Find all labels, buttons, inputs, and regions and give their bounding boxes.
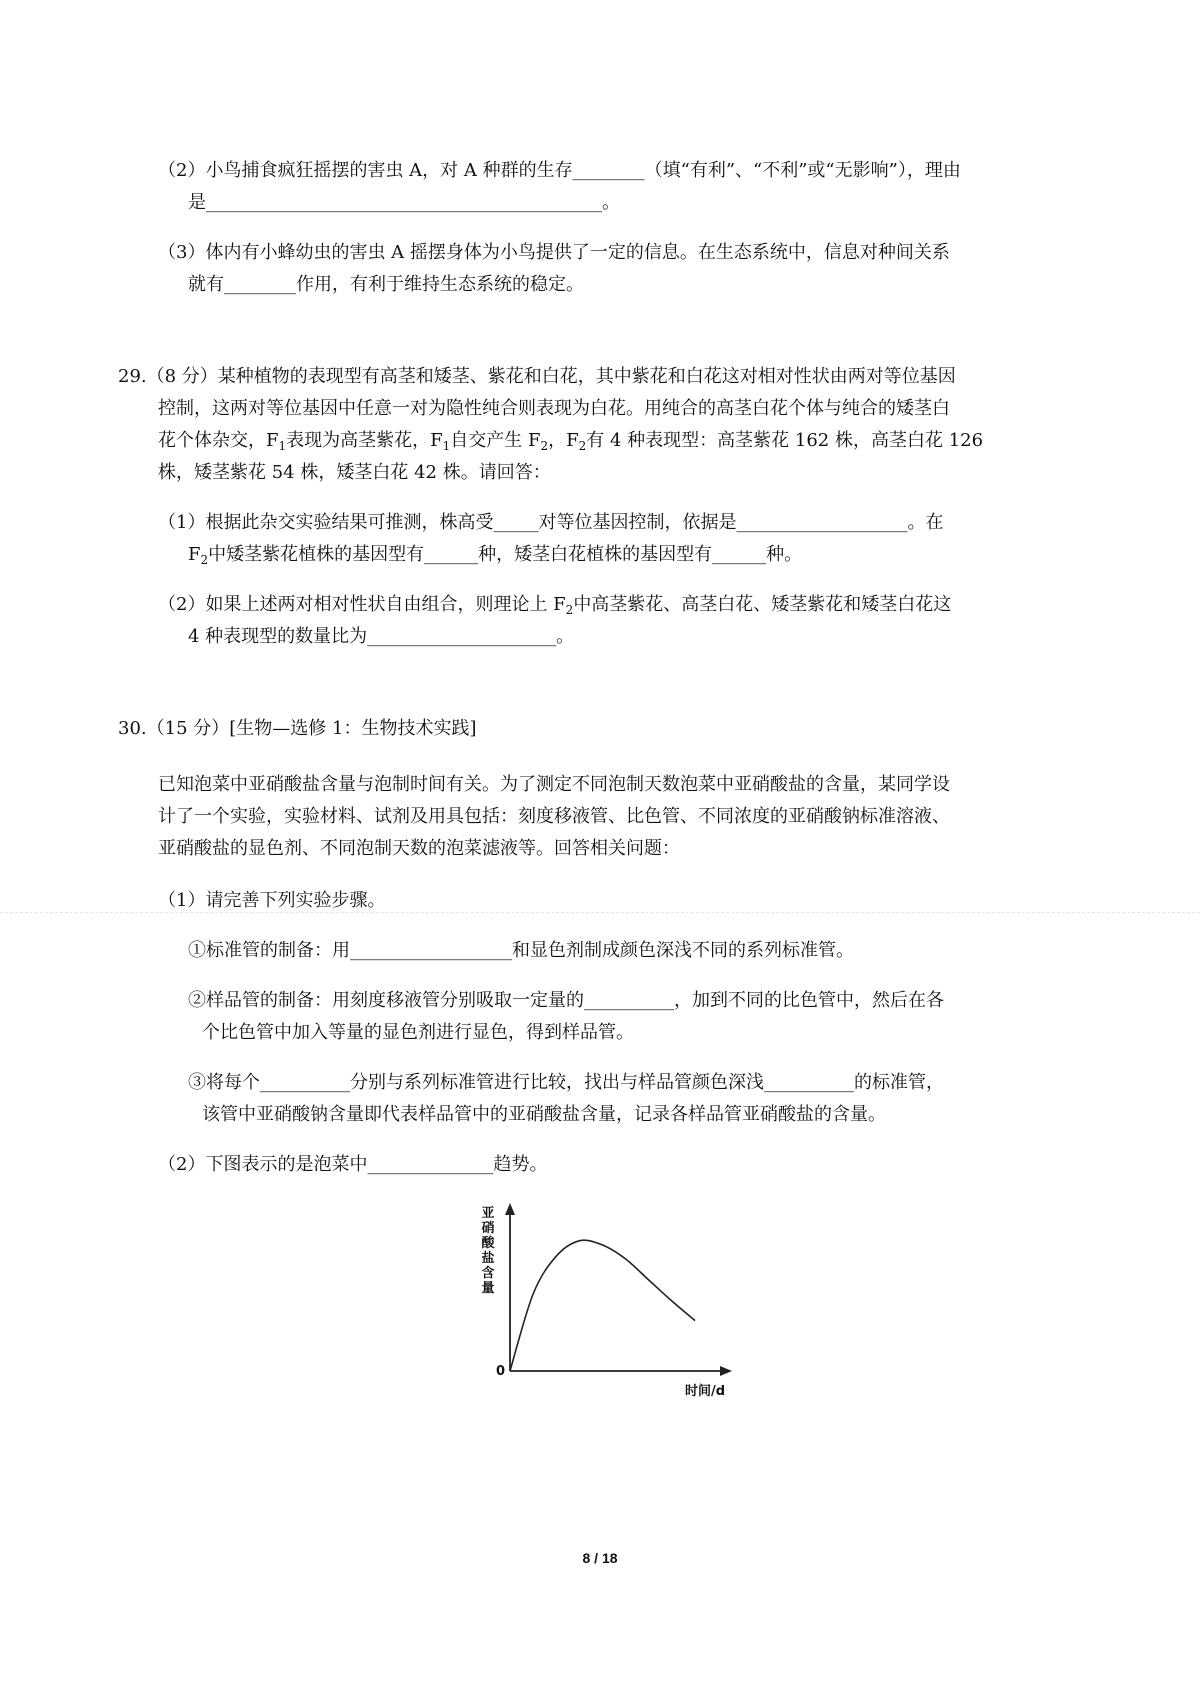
q28-part2-cont <box>188 187 620 219</box>
q29-part2-line1-a: （2）如果上述两对相对性状自由组合，则理论上 F <box>158 594 566 615</box>
nitrite-trend-curve <box>510 1240 695 1371</box>
q28-part3-cont <box>188 269 584 301</box>
q29-part1-cont <box>188 539 802 576</box>
q30-intro-line1-text: 已知泡菜中亚硝酸盐含量与泡制时间有关。为了测定不同泡制天数泡菜中亚硝酸盐的含量，某同学设 <box>158 774 950 795</box>
q30-header <box>118 713 476 745</box>
q30-part2-text: （2）下图表示的是泡菜中______________趋势。 <box>158 1154 548 1175</box>
q29-line3-a: 花个体杂交，F <box>158 430 279 451</box>
q30-intro-line1 <box>158 769 950 801</box>
page-number: 8 / 18 <box>582 1550 618 1566</box>
f2-subscript: 2 <box>565 603 574 617</box>
q28-part2-line2: 是____________________________________________。 <box>188 192 620 213</box>
x-axis-arrow <box>720 1366 732 1376</box>
q29-part1-line2-a: F <box>188 544 201 565</box>
nitrite-content-chart <box>470 1195 770 1415</box>
chart-axes <box>505 1203 732 1376</box>
q30-step3-cont <box>202 1099 886 1131</box>
q30-step3 <box>188 1067 944 1099</box>
q30-step3-line2: 该管中亚硝酸钠含量即代表样品管中的亚硝酸盐含量，记录各样品管亚硝酸盐的含量。 <box>202 1104 886 1125</box>
f1-subscript: 1 <box>278 439 287 453</box>
y-axis-label <box>480 1206 495 1296</box>
q28-part3-line1: （3）体内有小蜂幼虫的害虫 A 摇摆身体为小鸟提供了一定的信息。在生态系统中，信息对种间关系 <box>158 242 950 263</box>
q30-part1 <box>158 885 385 917</box>
origin-label: 0 <box>495 1364 505 1379</box>
q29-part2-cont <box>188 621 574 653</box>
q30-intro-line2-text: 计了一个实验，实验材料、试剂及用具包括：刻度移液管、比色管、不同浓度的亚硝酸钠标准溶液、 <box>158 806 950 827</box>
q30-step1 <box>188 935 854 967</box>
q30-step2 <box>188 985 944 1017</box>
f2-subscript: 2 <box>578 439 587 453</box>
q28-part3-line2: 就有________作用，有利于维持生态系统的稳定。 <box>188 274 584 295</box>
q29-part1-line1: （1）根据此杂交实验结果可推测，株高受_____对等位基因控制，依据是___________________。在 <box>158 512 944 533</box>
q30-intro-line2 <box>158 801 950 833</box>
f2-subscript: 2 <box>540 439 549 453</box>
q30-step2-line2: 个比色管中加入等量的显色剂进行显色，得到样品管。 <box>202 1022 634 1043</box>
y-axis-arrow <box>505 1203 515 1215</box>
y-axis-label-char: 硝 <box>481 1221 495 1236</box>
q30-part2 <box>158 1149 547 1181</box>
q29-stem-line4 <box>158 457 551 489</box>
q29-line3-e: 有 4 种表现型：高茎紫花 162 株，高茎白花 126 <box>586 430 984 451</box>
q30-step2-line1: ②样品管的制备：用刻度移液管分别吸取一定量的__________，加到不同的比色管中，然后在各 <box>188 990 944 1011</box>
q29-stem-line1 <box>118 361 956 393</box>
q28-part2 <box>158 155 961 187</box>
q29-part1 <box>158 507 943 539</box>
q29-part2-line2: 4 种表现型的数量比为_____________________。 <box>188 626 575 647</box>
q30-step3-line1: ③将每个__________分别与系列标准管进行比较，找出与样品管颜色深浅__________的标准管， <box>188 1072 944 1093</box>
q29-line3-d: ，F <box>548 430 579 451</box>
y-axis-label-char: 量 <box>481 1281 495 1296</box>
q29-stem-line2 <box>158 393 950 425</box>
f2-subscript: 2 <box>200 553 209 567</box>
f1-subscript: 1 <box>442 439 451 453</box>
q29-line1-text: 29.（8 分）某种植物的表现型有高茎和矮茎、紫花和白花，其中紫花和白花这对相对性状由两对等位基因 <box>118 366 956 387</box>
q29-line3-b: 表现为高茎紫花，F <box>286 430 443 451</box>
q30-part1-text: （1）请完善下列实验步骤。 <box>158 890 386 911</box>
q29-part1-line2-b: 中矮茎紫花植株的基因型有______种，矮茎白花植株的基因型有______种。 <box>208 544 803 565</box>
q29-line3-c: 自交产生 F <box>450 430 541 451</box>
q29-line4-text: 株，矮茎紫花 54 株，矮茎白花 42 株。请回答： <box>158 462 551 483</box>
q30-intro-line3-text: 亚硝酸盐的显色剂、不同泡制天数的泡菜滤液等。回答相关问题： <box>158 838 680 859</box>
q29-line2-text: 控制，这两对等位基因中任意一对为隐性纯合则表现为白花。用纯合的高茎白花个体与纯合的矮茎白 <box>158 398 950 419</box>
y-axis-label-char: 含 <box>481 1266 495 1281</box>
q28-part2-line1: （2）小鸟捕食疯狂摇摆的害虫 A，对 A 种群的生存________（填“有利”、“不利”或“无影响”），理由 <box>158 160 961 181</box>
q30-header-text: 30.（15 分）[生物—选修 1：生物技术实践] <box>118 718 477 739</box>
y-axis-label-char: 亚 <box>481 1206 495 1221</box>
q28-part3 <box>158 237 950 269</box>
y-axis-label-char: 酸 <box>481 1236 495 1251</box>
q30-intro-line3 <box>158 833 680 865</box>
q30-step1-text: ①标准管的制备：用__________________和显色剂制成颜色深浅不同的系列标准管。 <box>188 940 854 961</box>
q29-part2-line1-b: 中高茎紫花、高茎白花、矮茎紫花和矮茎白花这 <box>573 594 952 615</box>
x-axis-label: 时间/d <box>684 1384 726 1399</box>
y-axis-label-char: 盐 <box>481 1251 495 1266</box>
q30-step2-cont <box>202 1017 634 1049</box>
